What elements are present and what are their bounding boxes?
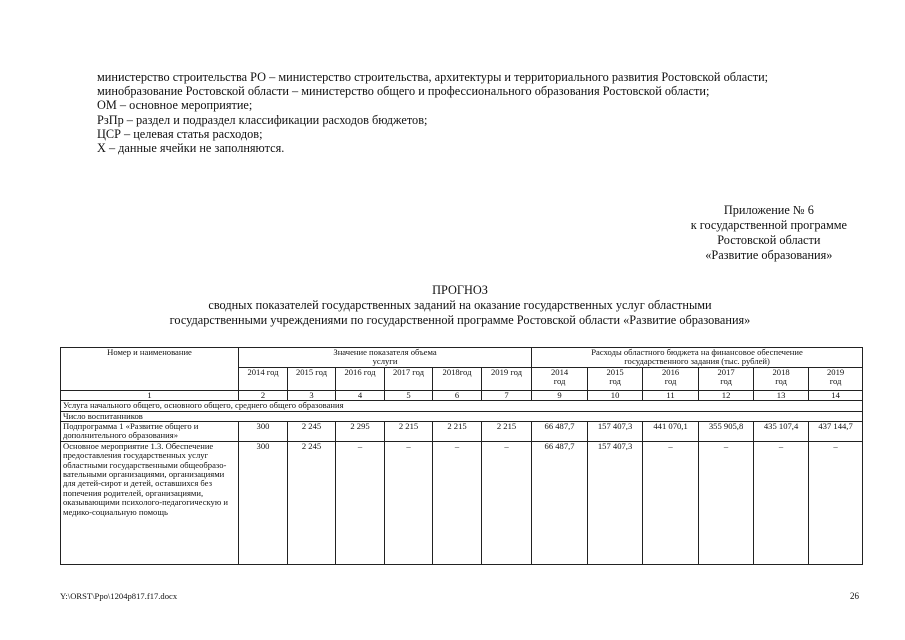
- definition-item: минобразование Ростовской области – министерство общего и профессионального образования Ростовской области;: [97, 84, 710, 99]
- expense-cell: 437 144,7: [809, 422, 863, 442]
- column-number-cell: 3: [288, 390, 336, 400]
- year-cell: [532, 367, 588, 390]
- year-text: 2018 год: [772, 366, 790, 387]
- expense-cell: 355 905,8: [699, 422, 754, 442]
- value-cell: 2 215: [385, 422, 433, 442]
- year-cell: [754, 367, 809, 390]
- appendix-line: Приложение № 6: [723, 203, 814, 217]
- expense-cell: 157 407,3: [588, 422, 643, 442]
- year-text: 2015 год: [606, 366, 624, 387]
- definition-item: Х – данные ячейки не заполняются.: [97, 141, 285, 156]
- expense-cell: –: [643, 441, 699, 564]
- year-text: 2016 год: [661, 366, 680, 387]
- year-cell: 2015 год: [288, 367, 336, 390]
- column-number-cell: 2: [239, 390, 288, 400]
- definition-item: ЦСР – целевая статья расходов;: [97, 126, 263, 141]
- year-cell: 2016 год: [336, 367, 385, 390]
- column-number-cell: 9: [532, 390, 588, 400]
- heading-line: сводных показателей государственных заданий на оказание государственных услуг областными: [208, 298, 712, 312]
- appendix-line: «Развитие образования»: [705, 248, 833, 262]
- expense-cell: –: [699, 441, 754, 564]
- forecast-table: [60, 347, 863, 565]
- expense-cell: 441 070,1: [643, 422, 699, 442]
- appendix-line: к государственной программе: [690, 218, 847, 232]
- definitions-list: [60, 70, 860, 155]
- indicator-title-cell: Число воспитанников: [61, 411, 863, 421]
- definition-item: ОМ – основное мероприятие;: [97, 98, 253, 113]
- file-path: Y:\ORST\Ppo\1204p817.f17.docx: [60, 591, 178, 601]
- heading-line: государственными учреждениями по государственной программе Ростовской области «Развитие образования»: [169, 313, 751, 327]
- table-row: [61, 422, 863, 442]
- column-number-cell: 6: [433, 390, 482, 400]
- column-number-cell: 10: [588, 390, 643, 400]
- column-number-row: [61, 390, 863, 400]
- service-title-row: [61, 401, 863, 411]
- year-cell: [699, 367, 754, 390]
- header-name-cell: Номер и наименование: [61, 348, 239, 391]
- page-number: 26: [850, 591, 859, 601]
- year-cell: 2019 год: [482, 367, 532, 390]
- value-cell: 300: [239, 422, 288, 442]
- year-cell: [588, 367, 643, 390]
- expense-cell: 66 487,7: [532, 422, 588, 442]
- appendix-block: [691, 203, 847, 263]
- value-cell: 2 295: [336, 422, 385, 442]
- row-name-cell: Подпрограмма 1 «Развитие общего и дополнительного образования»: [61, 422, 239, 442]
- table-row: [61, 441, 863, 564]
- year-cell: [809, 367, 863, 390]
- column-number-cell: 1: [61, 390, 239, 400]
- value-cell: –: [482, 441, 532, 564]
- appendix-line: Ростовской области: [717, 233, 821, 247]
- value-cell: –: [336, 441, 385, 564]
- column-number-cell: 4: [336, 390, 385, 400]
- column-number-cell: 14: [809, 390, 863, 400]
- year-cell: [643, 367, 699, 390]
- header-expense-cell: [532, 348, 863, 368]
- expense-cell: –: [754, 441, 809, 564]
- value-cell: 300: [239, 441, 288, 564]
- indicator-title-row: [61, 411, 863, 421]
- row-name-cell: Основное мероприятие 1.3. Обеспечение предоставления государственных услуг областными государственными общеобразо-вательными организациями, организациями для детей-сирот и детей, оставшихся без попечения родителей, организациями, оказывающими психолого-педагогическую и медико-социальную помощь: [61, 441, 239, 564]
- definition-item: РзПр – раздел и подраздел классификации расходов бюджетов;: [97, 112, 428, 127]
- year-text: 2019 год: [826, 366, 845, 387]
- column-number-cell: 11: [643, 390, 699, 400]
- column-number-cell: 13: [754, 390, 809, 400]
- value-cell: 2 215: [433, 422, 482, 442]
- expense-cell: 157 407,3: [588, 441, 643, 564]
- column-number-cell: 12: [699, 390, 754, 400]
- header-value-text: Значение показателя объема услуги: [333, 347, 437, 367]
- expense-cell: 66 487,7: [532, 441, 588, 564]
- year-cell: 2017 год: [385, 367, 433, 390]
- expense-cell: 435 107,4: [754, 422, 809, 442]
- table-header-row: [61, 348, 863, 368]
- column-number-cell: 7: [482, 390, 532, 400]
- value-cell: 2 245: [288, 422, 336, 442]
- service-title-cell: Услуга начального общего, основного общего, среднего общего образования: [61, 401, 863, 411]
- header-expense-text: Расходы областного бюджета на финансовое обеспечение государственного задания (тыс. рублей): [591, 347, 803, 367]
- document-heading: [60, 283, 860, 328]
- value-cell: –: [433, 441, 482, 564]
- expense-cell: –: [809, 441, 863, 564]
- year-text: 2014 год: [550, 366, 569, 387]
- year-text: 2017 год: [717, 366, 735, 387]
- value-cell: 2 245: [288, 441, 336, 564]
- value-cell: –: [385, 441, 433, 564]
- year-cell: 2018год: [433, 367, 482, 390]
- definition-item: министерство строительства РО – министерство строительства, архитектуры и территориального развития Ростовской области;: [97, 70, 769, 84]
- value-cell: 2 215: [482, 422, 532, 442]
- year-cell: 2014 год: [239, 367, 288, 390]
- column-number-cell: 5: [385, 390, 433, 400]
- header-value-cell: [239, 348, 532, 368]
- heading-title: ПРОГНОЗ: [432, 283, 488, 297]
